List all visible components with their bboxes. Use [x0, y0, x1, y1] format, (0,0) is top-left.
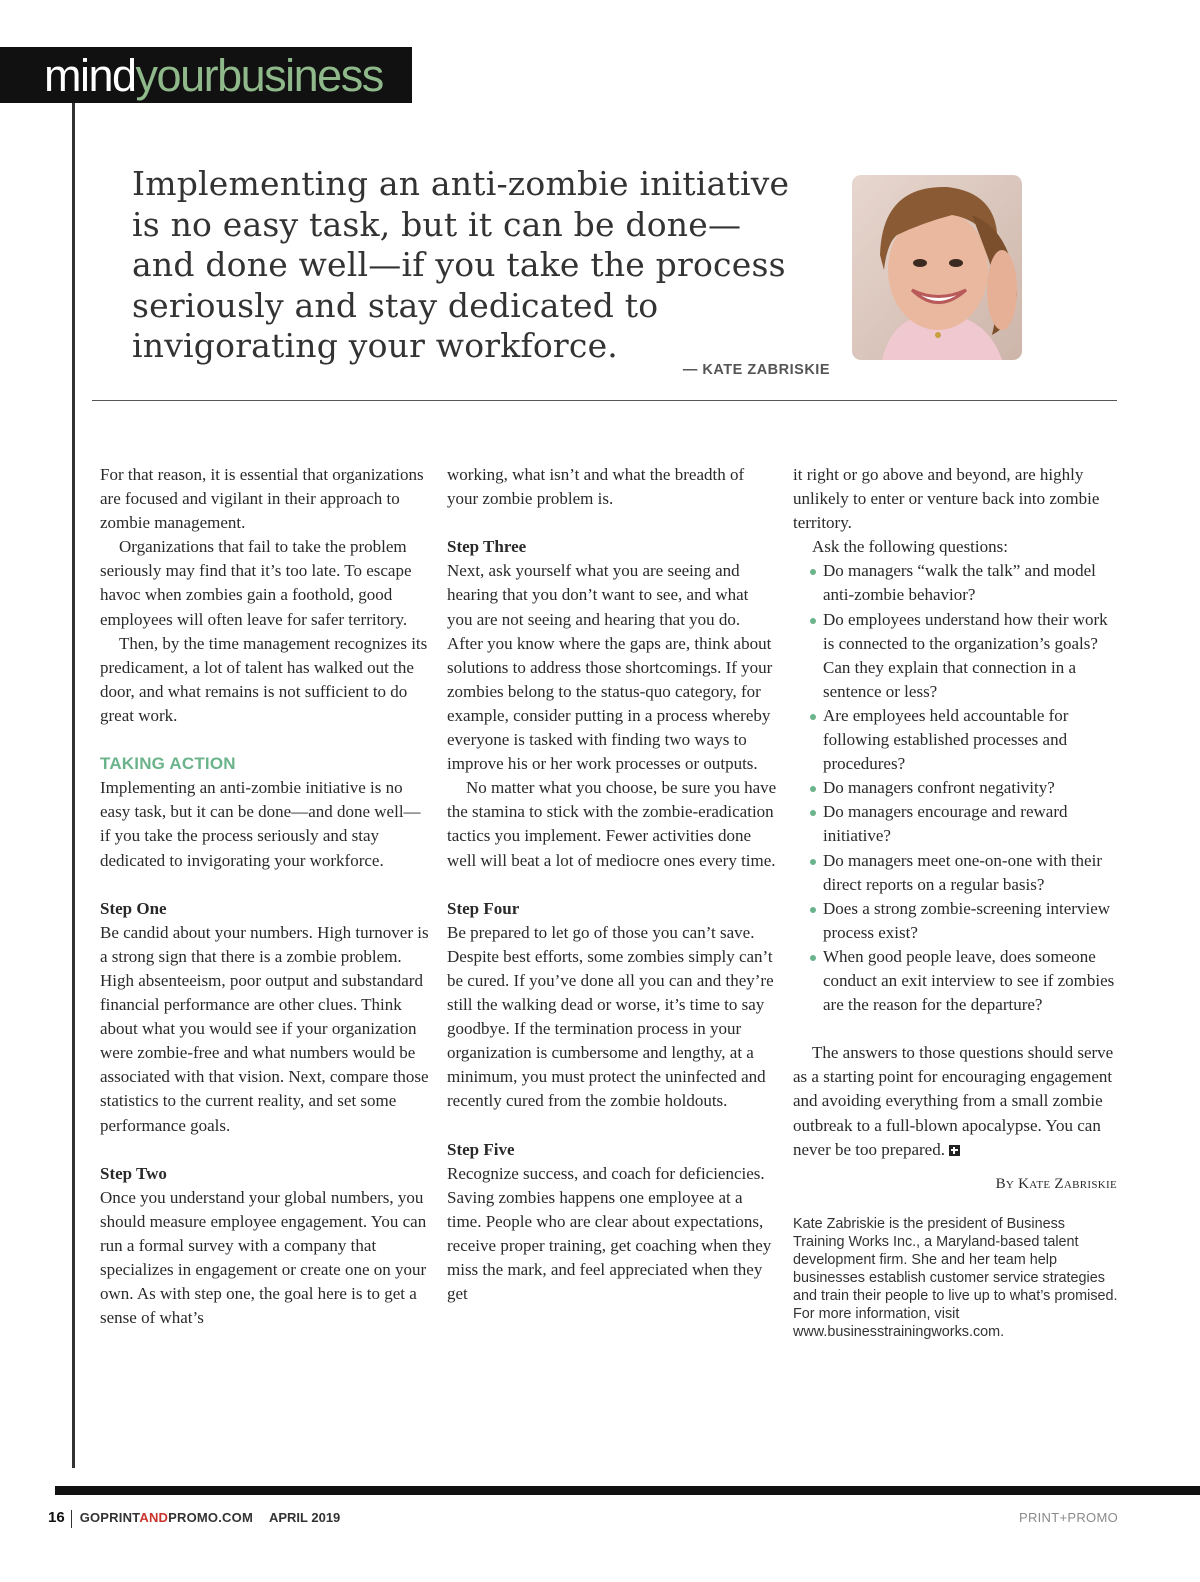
footer-separator: [71, 1510, 72, 1528]
paragraph: it right or go above and beyond, are highly unlikely to enter or venture back into zombie territory.: [793, 465, 1100, 533]
pull-quote-line: and done well—if you take the process: [132, 245, 786, 284]
step-heading: Step One: [100, 898, 167, 918]
step-heading: Step Five: [447, 1139, 515, 1159]
closing-text: The answers to those questions should serve as a starting point for encouraging engagement and avoiding everything from a small zombie outbreak to a full-blown apocalypse. You can never be too prepared.: [793, 1043, 1114, 1159]
step-heading: Step Four: [447, 898, 520, 918]
pull-quote-line: seriously and stay dedicated to: [132, 285, 659, 325]
list-item: [793, 897, 1123, 945]
section-header: [44, 48, 383, 104]
paragraph: Ask the following questions:: [812, 537, 1008, 557]
question-text: Does a strong zombie-screening interview process exist?: [823, 898, 1111, 942]
bullet-icon: [810, 859, 816, 865]
page-number: 16: [48, 1509, 65, 1526]
magazine-name: PRINT+PROMO: [1018, 1510, 1118, 1525]
question-list: [793, 559, 1123, 1017]
bullet-icon: [810, 714, 816, 720]
bullet-icon: [810, 810, 816, 816]
list-item: [793, 849, 1123, 897]
author-portrait-icon: [852, 175, 1022, 360]
paragraph: Next, ask yourself what you are seeing and hearing that you don’t want to see, and what you are not seeing and hearing that you do. After you know where the gaps are, think about solutions to address those shortcomings. If your zombies belong to the status-quo category, for example, consider putting in a process whereby everyone is tasked with finding two ways to improve his or her work processes or outputs.: [447, 561, 773, 774]
site-part: PROMO.COM: [168, 1510, 253, 1525]
step-heading: Step Two: [100, 1163, 167, 1183]
list-item: [793, 800, 1123, 848]
bullet-icon: [810, 618, 816, 624]
article-column-1: [100, 463, 430, 1330]
question-text: Do managers meet one-on-one with their direct reports on a regular basis?: [823, 850, 1102, 894]
question-text: When good people leave, does someone conduct an exit interview to see if zombies are the reason for the departure?: [823, 946, 1115, 1015]
pull-quote-line: invigorating your workforce.: [132, 326, 619, 365]
section-header-part1: mind: [44, 50, 136, 101]
paragraph: Be prepared to let go of those you can’t save. Despite best efforts, some zombies simply can’t be cured. If you’ve done all you can and they’re still the walking dead or worse, it’s time to say goodbye. If the termination process in your organization is cumbersome and lengthy, at a minimum, you must protect the uninfected and recently cured from the zombie holdouts.: [447, 922, 774, 1111]
author-bio: Kate Zabriskie is the president of Business Training Works Inc., a Maryland-based talent development firm. She and her team help businesses establish customer service strategies and train their people to live up to what’s promised. For more information, visit www.businesstrainingworks.com.: [793, 1215, 1118, 1340]
end-of-article-icon: [949, 1145, 960, 1156]
paragraph: Recognize success, and coach for deficiencies. Saving zombies happens one employee at a time. People who are clear about expectations, receive proper training, get coaching when they miss the mark, and feel appreciated when they get: [447, 1163, 772, 1304]
list-item: [793, 608, 1123, 704]
list-item: [793, 945, 1123, 1017]
article-column-3: [793, 463, 1123, 1341]
paragraph: Once you understand your global numbers, you should measure employee engagement. You can run a formal survey with a company that specializes in engagement or create one on your own. As with step one, the goal here is to get a sense of what’s: [100, 1187, 427, 1328]
footer-bar: [55, 1486, 1200, 1495]
pull-quote-attribution: — KATE ZABRISKIE: [682, 362, 830, 378]
paragraph: Organizations that fail to take the problem seriously may find that it’s too late. To escape havoc when zombies gain a foothold, good employees will often leave for safer territory.: [100, 537, 412, 629]
paragraph: No matter what you choose, be sure you have the stamina to stick with the zombie-eradication tactics you implement. Fewer activities done well will beat a lot of mediocre ones every time.: [447, 778, 777, 870]
question-text: Do employees understand how their work is connected to the organization’s goals? Can they explain that connection in a sentence or less?: [823, 609, 1108, 701]
bullet-icon: [810, 569, 816, 575]
question-text: Do managers confront negativity?: [823, 778, 1055, 798]
paragraph: Implementing an anti-zombie initiative is no easy task, but it can be done—and done well—if you take the process seriously and stay dedicated to invigorating your workforce.: [100, 778, 421, 870]
footer-site[interactable]: [80, 1510, 253, 1525]
left-vertical-rule: [72, 103, 75, 1468]
section-header-part2: yourbusiness: [135, 50, 383, 101]
paragraph: For that reason, it is essential that organizations are focused and vigilant in their approach to zombie management.: [100, 465, 424, 533]
issue-date: APRIL 2019: [268, 1510, 341, 1525]
bullet-icon: [810, 786, 816, 792]
paragraph: [793, 1041, 1123, 1161]
question-text: Do managers “walk the talk” and model anti-zombie behavior?: [823, 561, 1096, 605]
list-item: [793, 704, 1123, 776]
header-divider: [92, 400, 1117, 401]
step-heading: Step Three: [447, 537, 527, 557]
bullet-icon: [810, 907, 816, 913]
pull-quote-line: Implementing an anti-zombie initiative: [132, 164, 790, 203]
question-text: Are employees held accountable for following established processes and procedures?: [823, 705, 1069, 774]
byline: By Kate Zabriskie: [995, 1175, 1117, 1192]
article-column-2: [447, 463, 777, 1306]
bullet-icon: [810, 955, 816, 961]
paragraph: working, what isn’t and what the breadth of your zombie problem is.: [447, 465, 745, 509]
paragraph: Be candid about your numbers. High turnover is a strong sign that there is a zombie problem. High absenteeism, poor output and substandard financial performance are other clues. Think about what you would see if your organization were zombie-free and what numbers would be associated with that vision. Next, compare those statistics to the current reality, and set some performance goals.: [100, 922, 429, 1135]
pull-quote-line: is no easy task, but it can be done—: [132, 204, 742, 244]
section-heading: TAKING ACTION: [100, 754, 236, 774]
pull-quote: [132, 164, 832, 367]
author-photo: [852, 175, 1022, 360]
list-item: [793, 776, 1123, 800]
site-part: GOPRINT: [79, 1510, 140, 1525]
site-part-highlight: AND: [139, 1510, 169, 1525]
list-item: [793, 559, 1123, 607]
question-text: Do managers encourage and reward initiative?: [823, 802, 1068, 846]
page-footer: [48, 1508, 1118, 1528]
paragraph: Then, by the time management recognizes its predicament, a lot of talent has walked out the door, and what remains is not sufficient to do great work.: [100, 633, 428, 725]
